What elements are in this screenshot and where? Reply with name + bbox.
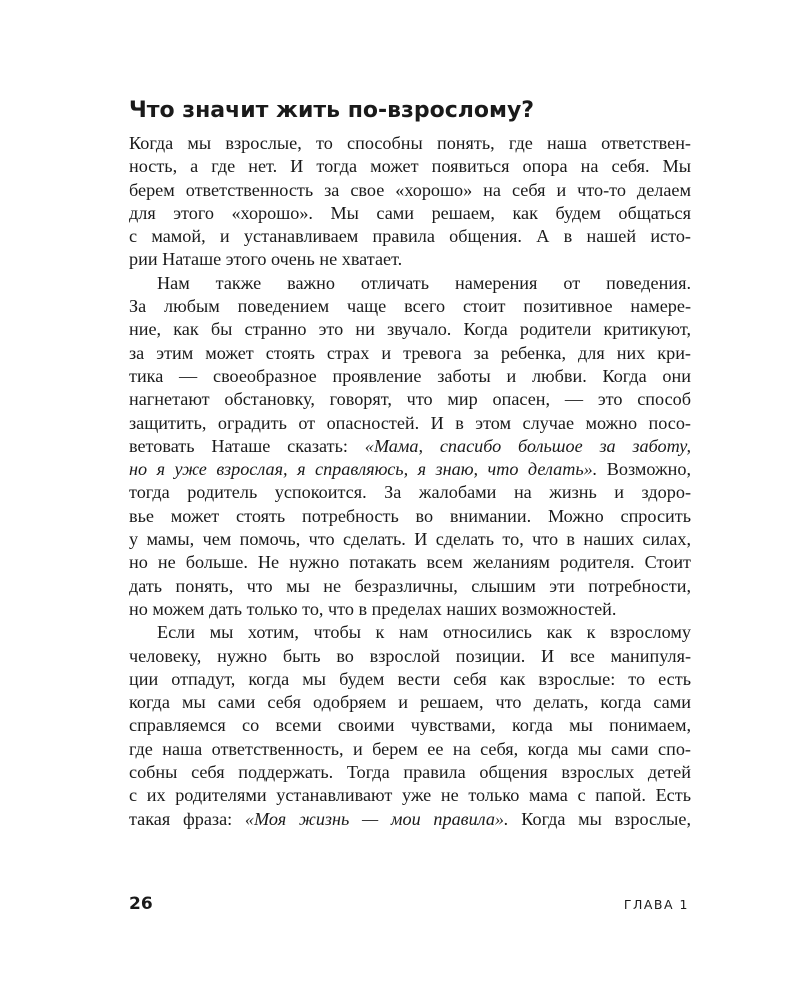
text-line: с мамой, и устанавливаем правила общения. А в нашей исто-	[129, 226, 691, 247]
text-line: Нам также важно отличать намерения от поведения.	[157, 272, 691, 293]
text-segment: Возможно,	[597, 459, 691, 480]
text-line: человеку, нужно быть во взрослой позиции. И все манипуля-	[129, 645, 691, 666]
text-line: нагнетают обстановку, говорят, что мир опасен, — это способ	[129, 389, 691, 410]
text-line: но можем дать только то, что в пределах наших возможностей.	[129, 598, 617, 619]
text-line: Когда мы взрослые, то способны понять, где наша ответствен-	[129, 133, 691, 153]
italic-quote: «Мама, спасибо большое за заботу,	[364, 435, 691, 456]
text-line-mixed	[129, 458, 691, 481]
text-segment: Когда мы взрослые,	[508, 808, 691, 829]
text-line: Если мы хотим, чтобы к нам относились как к взрослому	[157, 622, 691, 643]
text-line: дать понять, что мы не безразличны, слышим эти потребности,	[129, 575, 691, 596]
text-line: рии Наташе этого очень не хватает.	[129, 249, 403, 270]
text-line: у мамы, чем помочь, что сделать. И сделать то, что в наших силах,	[129, 529, 691, 550]
section-heading: Что значит жить по-взрослому?	[129, 98, 535, 123]
text-line: защитить, оградить от опасностей. И в этом случае можно посо-	[129, 412, 691, 433]
text-line: За любым поведением чаще всего стоит позитивное намере-	[129, 296, 691, 317]
text-line: когда мы сами себя одобряем и решаем, что делать, когда сами	[129, 692, 691, 713]
text-line: ции отпадут, когда мы будем вести себя как взрослые: то есть	[129, 668, 691, 689]
italic-quote: «Моя жизнь — мои правила».	[244, 808, 509, 829]
text-segment: такая фраза:	[129, 808, 245, 829]
text-line: ние, как бы странно это ни звучало. Когда родители критикуют,	[129, 319, 691, 340]
text-line: за этим может стоять страх и тревога за ребенка, для них кри-	[129, 342, 691, 363]
text-line: для этого «хорошо». Мы сами решаем, как будем общаться	[129, 202, 691, 223]
text-line: с их родителями устанавливают уже не только мама с папой. Есть	[129, 785, 691, 806]
page-number: 26	[129, 894, 153, 914]
text-line-mixed	[129, 808, 691, 831]
body-text	[129, 132, 691, 831]
italic-quote: но я уже взрослая, я справляюсь, я знаю, что делать».	[129, 459, 598, 480]
text-line: где наша ответственность, и берем ее на себя, когда мы сами спо-	[129, 738, 691, 759]
text-line: но не больше. Не нужно потакать всем желаниям родителя. Стоит	[129, 552, 691, 573]
chapter-label: ГЛАВА 1	[623, 897, 689, 912]
text-line: ность, а где нет. И тогда может появиться опора на себя. Мы	[129, 156, 691, 177]
text-line: берем ответственность за свое «хорошо» на себя и что-то делаем	[129, 179, 691, 200]
text-line: тика — своеобразное проявление заботы и любви. Когда они	[129, 365, 691, 386]
text-line-mixed	[129, 435, 691, 458]
text-line: вье может стоять потребность во внимании. Можно спросить	[129, 505, 691, 526]
text-line: собны себя поддержать. Тогда правила общения взрослых детей	[129, 762, 691, 783]
text-line: тогда родитель успокоится. За жалобами на жизнь и здоро-	[129, 482, 691, 503]
text-line: справляемся со всеми своими чувствами, когда мы понимаем,	[129, 715, 691, 736]
text-segment: ветовать Наташе сказать:	[129, 435, 365, 456]
